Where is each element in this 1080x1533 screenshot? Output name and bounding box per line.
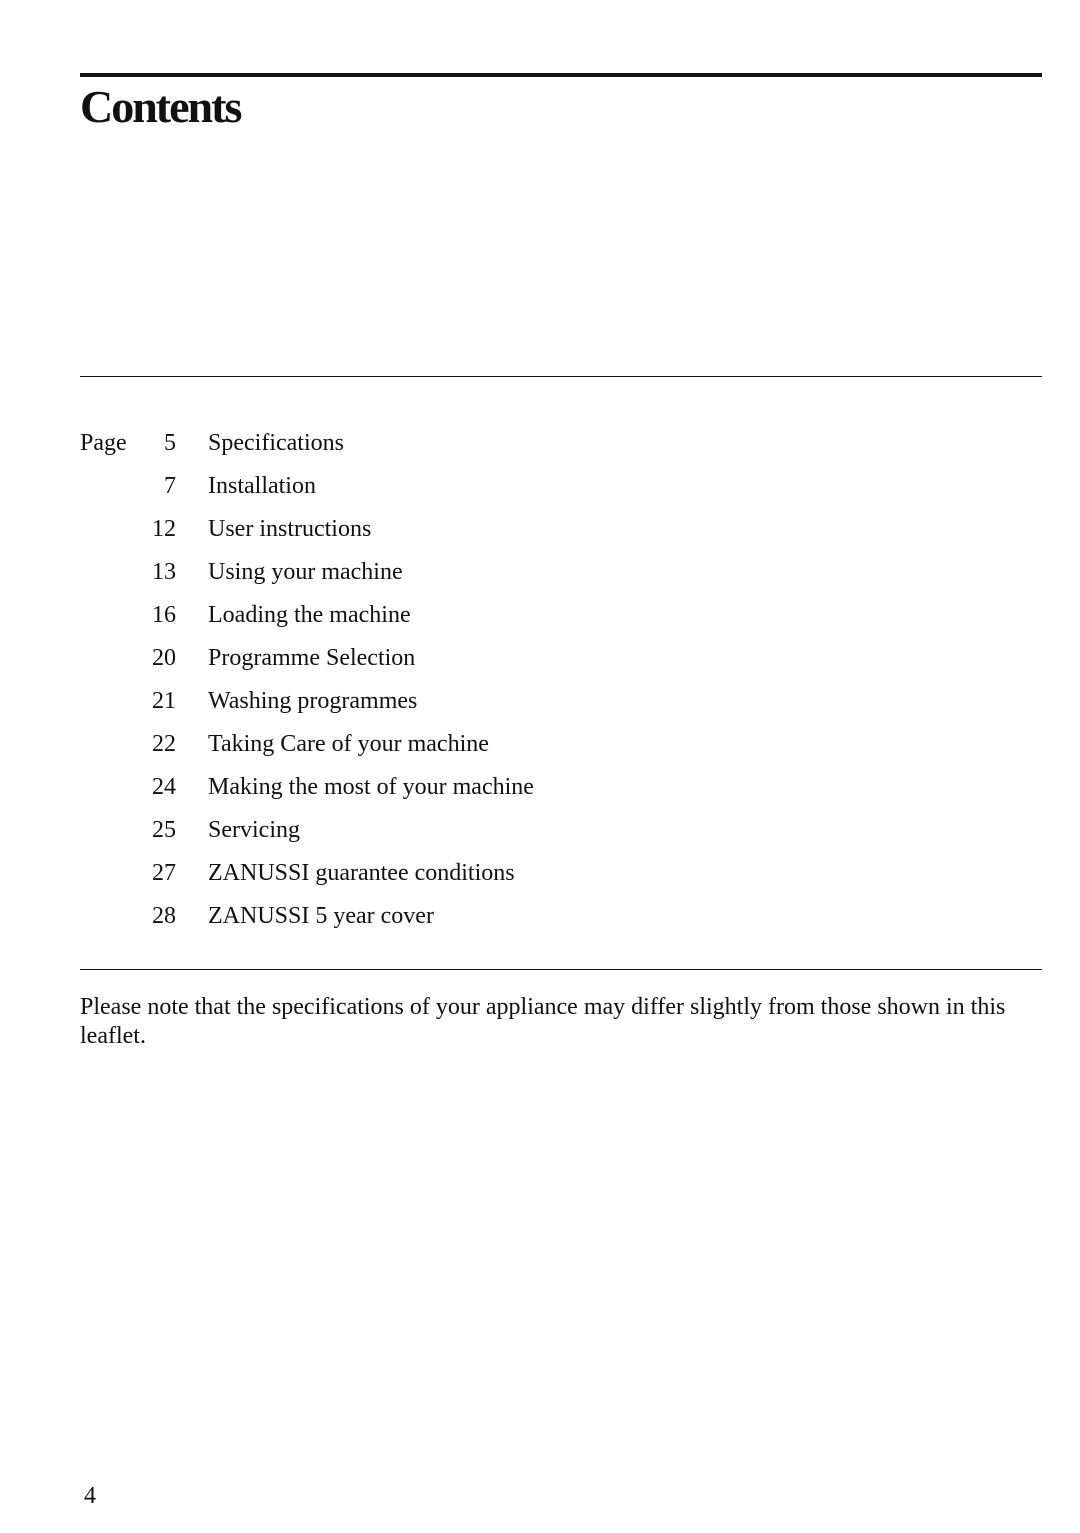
- toc-page-number: 16: [152, 602, 176, 628]
- toc-entry-title: User instructions: [208, 516, 372, 542]
- toc-entry-five-year-cover: [80, 895, 534, 938]
- contents-top-divider: [80, 376, 1042, 377]
- toc-entry-title: Using your machine: [208, 559, 403, 585]
- toc-page-number: 12: [152, 516, 176, 542]
- toc-entry-title: Making the most of your machine: [208, 774, 534, 800]
- toc-entry-installation: [80, 465, 534, 508]
- toc-entry-title: Washing programmes: [208, 688, 418, 714]
- toc-entry-user-instructions: [80, 508, 534, 551]
- specifications-note: Please note that the specifications of your appliance may differ slightly from those shown in this leaflet.: [80, 994, 1006, 1049]
- toc-entry-title: Specifications: [208, 430, 344, 456]
- toc-entry-title: Programme Selection: [208, 645, 416, 671]
- contents-list: [80, 422, 534, 938]
- toc-page-number: 20: [152, 645, 176, 671]
- toc-entry-title: ZANUSSI guarantee conditions: [208, 860, 515, 886]
- toc-entry-title: Installation: [208, 473, 316, 499]
- toc-page-number: 25: [152, 817, 176, 843]
- toc-entry-title: Servicing: [208, 817, 300, 843]
- toc-entry-making-the-most: [80, 766, 534, 809]
- toc-page-number: 13: [152, 559, 176, 585]
- toc-entry-washing-programmes: [80, 680, 534, 723]
- contents-bottom-divider: [80, 969, 1042, 970]
- toc-entry-title: Taking Care of your machine: [208, 731, 489, 757]
- toc-entry-using-your-machine: [80, 551, 534, 594]
- toc-page-number: 5: [164, 430, 176, 456]
- toc-entry-taking-care: [80, 723, 534, 766]
- toc-entry-loading-the-machine: [80, 594, 534, 637]
- toc-entry-title: Loading the machine: [208, 602, 411, 628]
- toc-entry-programme-selection: [80, 637, 534, 680]
- toc-page-number: 7: [164, 473, 176, 499]
- toc-page-number: 21: [152, 688, 176, 714]
- toc-page-prefix: Page: [80, 430, 127, 456]
- toc-entry-guarantee-conditions: [80, 852, 534, 895]
- page-number: 4: [84, 1483, 96, 1509]
- toc-page-number: 24: [152, 774, 176, 800]
- toc-page-number: 27: [152, 860, 176, 886]
- page-title: Contents: [80, 81, 241, 132]
- toc-entry-servicing: [80, 809, 534, 852]
- toc-entry-specifications: [80, 422, 534, 465]
- toc-page-number: 28: [152, 903, 176, 929]
- title-top-rule: [80, 73, 1042, 77]
- toc-page-number: 22: [152, 731, 176, 757]
- toc-entry-title: ZANUSSI 5 year cover: [208, 903, 434, 929]
